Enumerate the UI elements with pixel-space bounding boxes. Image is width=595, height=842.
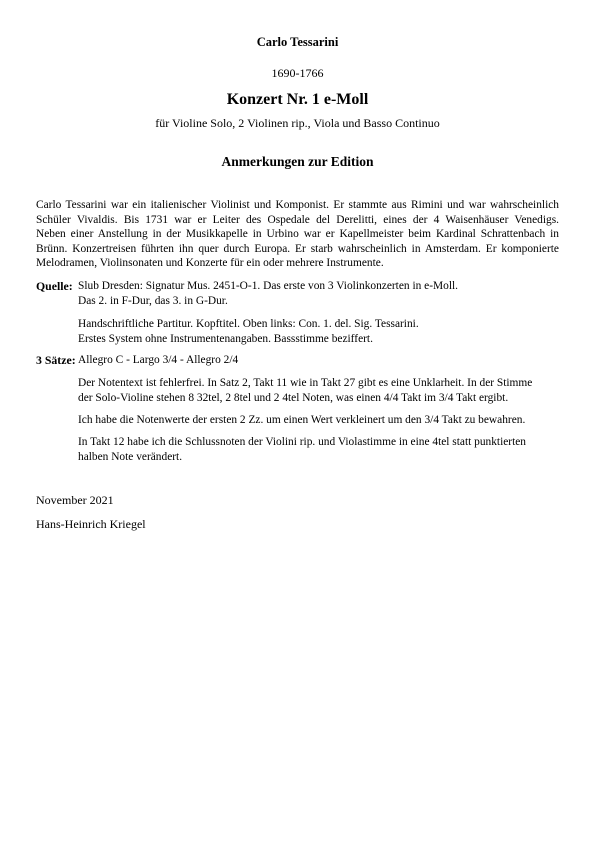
note-line: Ich habe die Notenwerte der ersten 2 Zz. um einen Wert verkleinert um den 3/4 Takt zu bewahren.	[78, 414, 526, 426]
composer-name: Carlo Tessarini	[256, 35, 339, 49]
quelle-label: Quelle:	[36, 279, 73, 293]
note-line: Der Notentext ist fehlerfrei. In Satz 2, Takt 11 wie in Takt 27 gibt es eine Unklarheit. In der Stimme	[78, 377, 533, 389]
quelle-line: Slub Dresden: Signatur Mus. 2451-O-1. Das erste von 3 Violinkonzerten in e-Moll.	[78, 280, 459, 292]
note-block-1	[78, 376, 558, 405]
scoring-subtitle: für Violine Solo, 2 Violinen rip., Viola und Basso Continuo	[155, 116, 440, 130]
intro-line: Brünn. Konzertreisen führten ihn quer durch Europa. Er starb wahrscheinlich in Amsterdam. Er komponierte	[36, 242, 559, 255]
intro-paragraph	[36, 198, 559, 271]
quelle-line: Handschriftliche Partitur. Kopftitel. Oben links: Con. 1. del. Sig. Tessarini.	[78, 318, 419, 330]
note-block-3	[78, 435, 558, 464]
note-line: In Takt 12 habe ich die Schlussnoten der Violini rip. und Violastimme in eine 4tel statt punktierten	[78, 436, 527, 448]
quelle-block-2	[78, 317, 558, 346]
editor-name: Hans-Heinrich Kriegel	[36, 517, 146, 531]
intro-line: Carlo Tessarini war ein italienischer Violinist und Komponist. Er stammte aus Rimini und war wahrscheinlich	[36, 199, 559, 211]
intro-line: Schüler Vivaldis. Bis 1731 war er Leiter des Ospedale del Derelitti, eines der 4 Waisenhäuser Venedigs.	[36, 213, 559, 226]
intro-line: Neben einer Anstellung in der Musikkapelle in Urbino war er Kapellmeister beim Kardinal Schrattenbach in	[36, 228, 559, 241]
note-line: der Solo-Violine stehen 8 32tel, 2 8tel und 2 4tel Noten, was einen 4/4 Takt im 3/4 Takt ergibt.	[78, 391, 509, 404]
work-title: Konzert Nr. 1 e-Moll	[226, 91, 369, 108]
edition-date: November 2021	[36, 493, 114, 507]
saetze-label: 3 Sätze:	[36, 353, 76, 367]
composer-dates: 1690-1766	[271, 66, 324, 80]
intro-line: Melodramen, Violinsonaten und Konzerte für ein oder mehrere Instrumente.	[36, 257, 384, 270]
quelle-line: Das 2. in F-Dur, das 3. in G-Dur.	[78, 294, 228, 307]
section-heading: Anmerkungen zur Edition	[221, 154, 374, 169]
quelle-line: Erstes System ohne Instrumentenangaben. Bassstimme beziffert.	[78, 332, 373, 345]
note-line: halben Note verändert.	[78, 450, 183, 463]
note-block-2	[78, 413, 558, 428]
quelle-block-1	[78, 279, 558, 308]
movements-list: Allegro C - Largo 3/4 - Allegro 2/4	[78, 354, 239, 366]
